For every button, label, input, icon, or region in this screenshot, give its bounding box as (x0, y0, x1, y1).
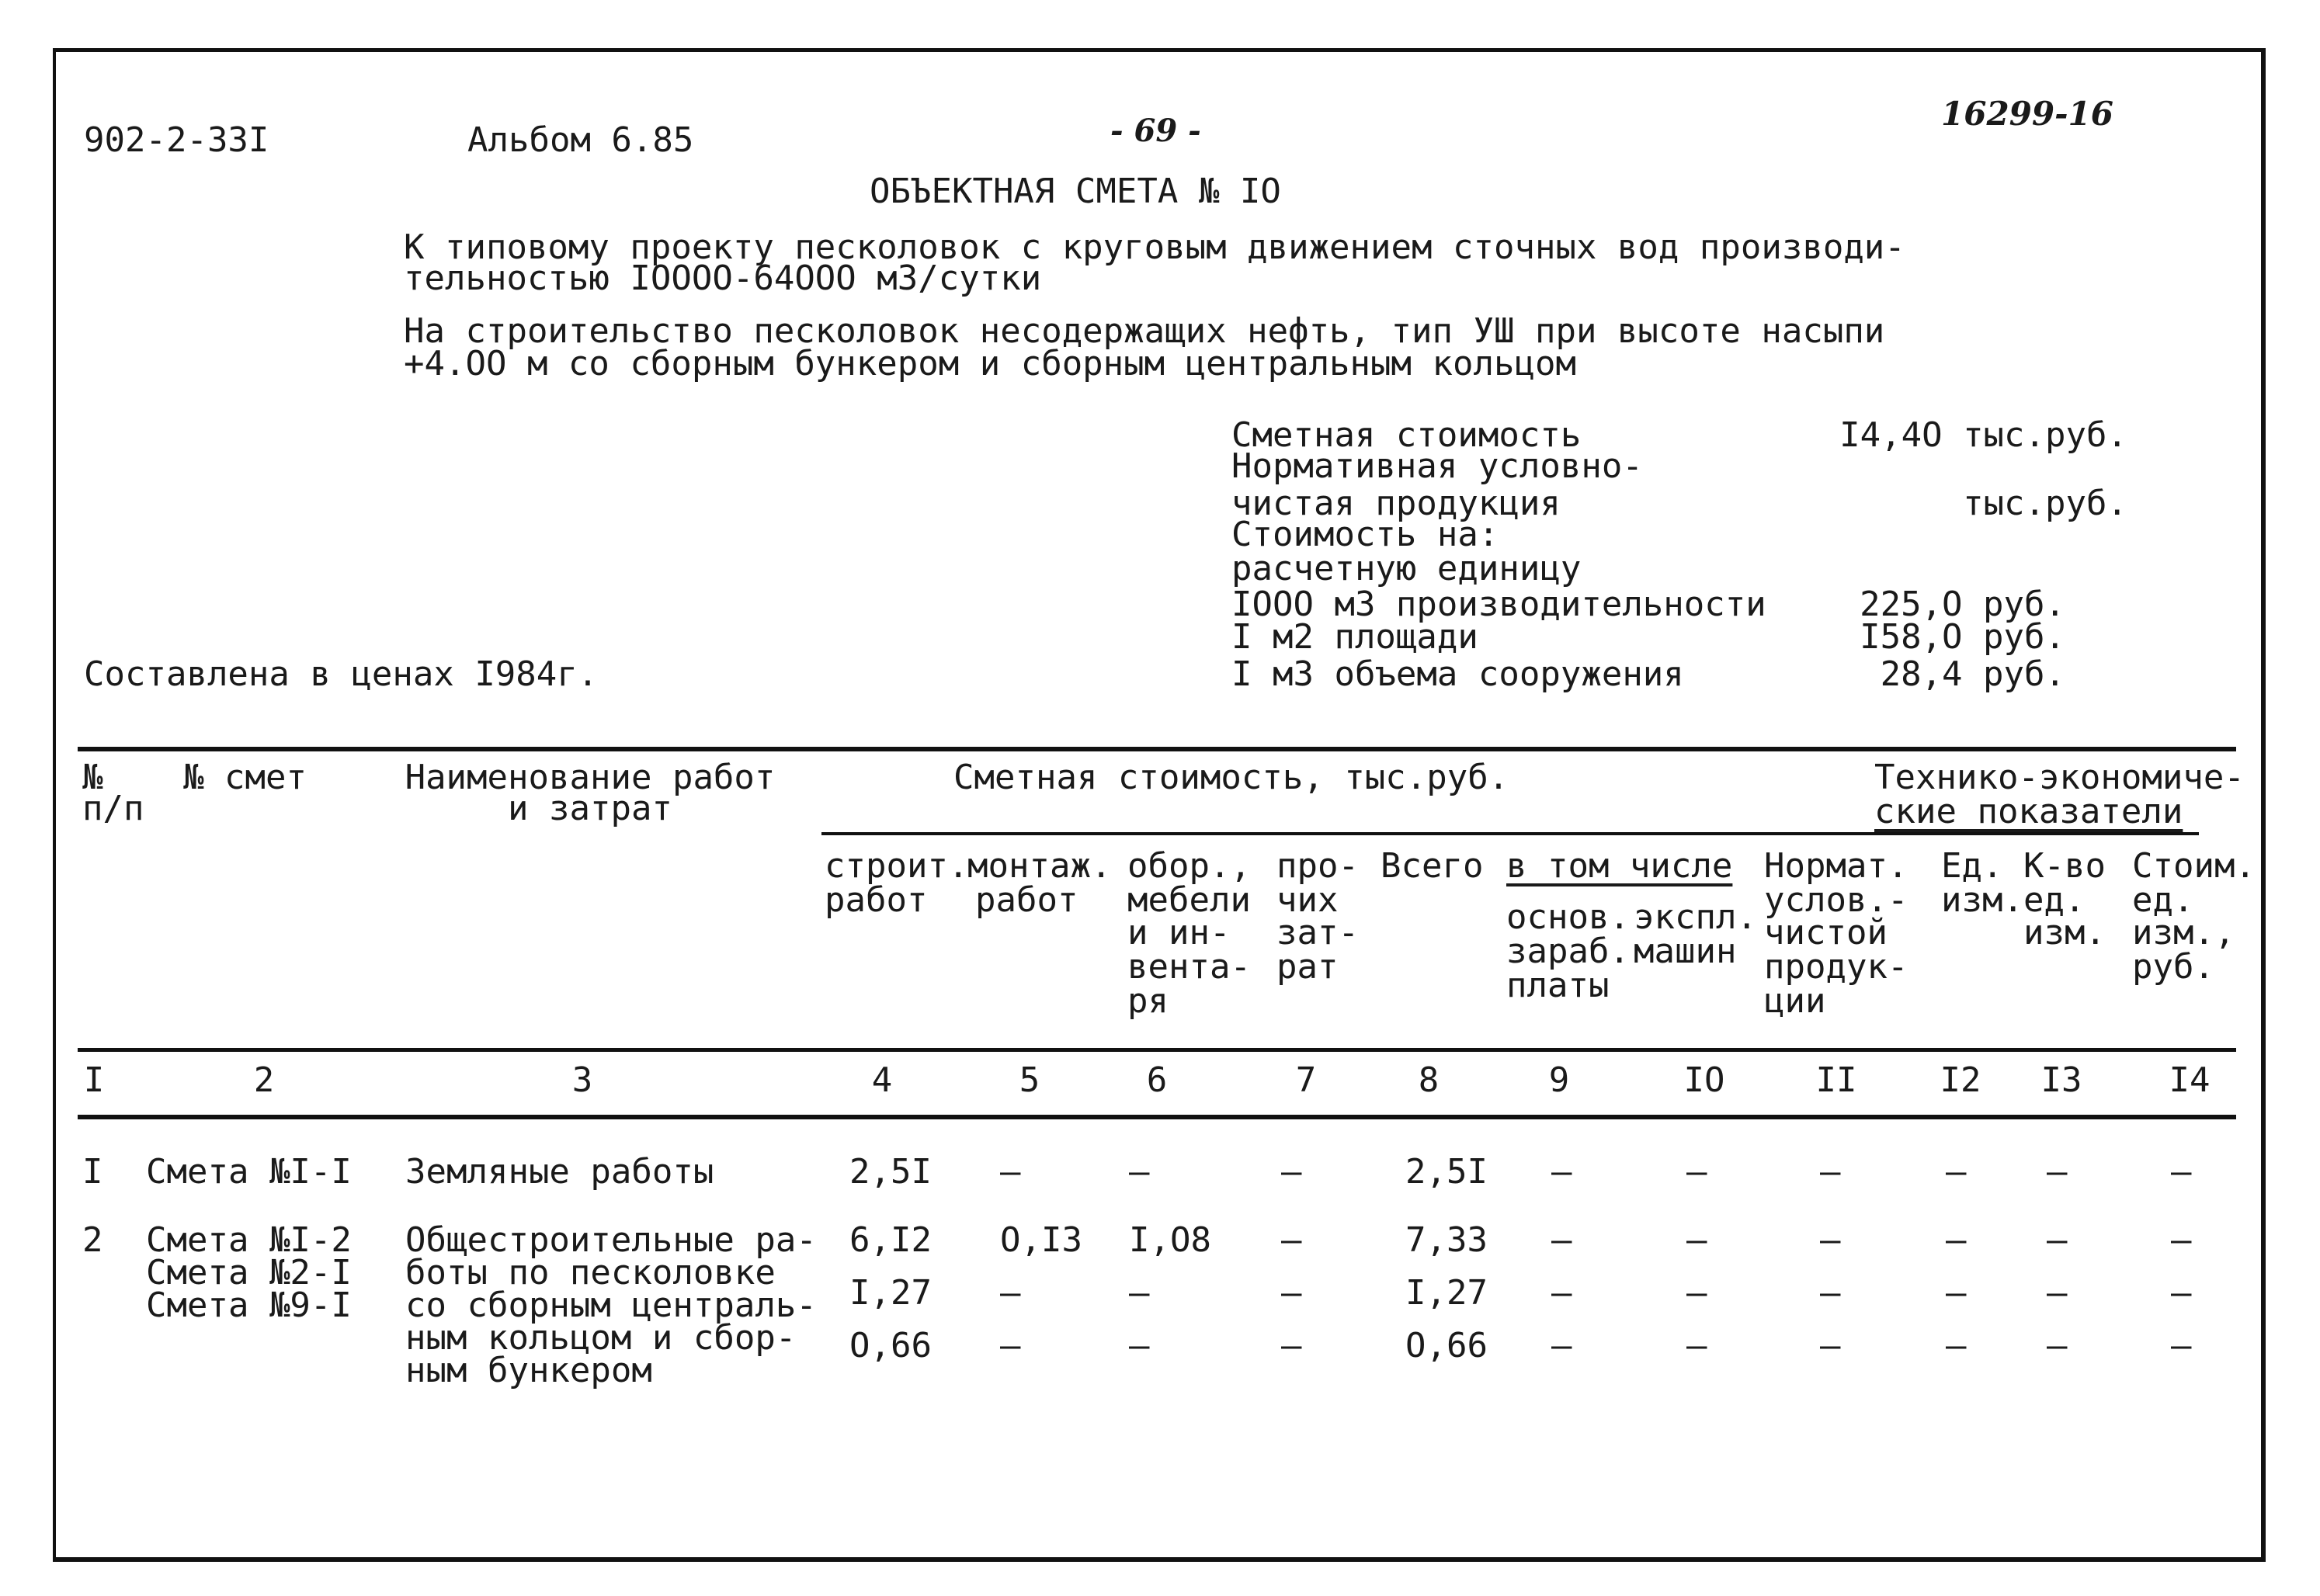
summary-line: расчетную единицу (1231, 549, 1582, 588)
value-col8: О,66 (1405, 1326, 1488, 1365)
value-col9: – (1551, 1220, 1572, 1260)
header-col5: монтаж. (967, 846, 1112, 886)
project-code: 902-2-33I (84, 120, 269, 160)
value-col13: – (2047, 1220, 2068, 1260)
value-col6: – (1129, 1273, 1150, 1313)
header-col6: обор., (1127, 846, 1251, 886)
value-col10: – (1686, 1220, 1707, 1260)
header-col7: рат (1276, 947, 1339, 987)
value-col7: – (1281, 1273, 1302, 1313)
value-col4: О,66 (849, 1326, 932, 1365)
header-col8: Всего (1381, 846, 1484, 886)
header-cost-group: Сметная стоимость, тыс.руб. (953, 758, 1509, 797)
document-number: 16299-16 (1941, 95, 2113, 133)
header-col6: мебели (1127, 880, 1251, 920)
row-num: 2 (82, 1220, 103, 1260)
header-tech-group: ские показатели (1874, 792, 2183, 831)
value-col12: – (1946, 1273, 1967, 1313)
row-num: I (82, 1152, 103, 1192)
row-smeta: Смета №2-I (146, 1253, 352, 1292)
value-col5: О,I3 (1000, 1220, 1082, 1260)
header-col4: строит. (825, 846, 969, 886)
summary-line: Стоимость на: (1231, 515, 1499, 554)
column-number: 5 (1019, 1060, 1040, 1100)
cost-group-rule (821, 832, 2199, 835)
header-col7: про- (1276, 846, 1359, 886)
value-col10: – (1686, 1152, 1707, 1192)
row-name: ным кольцом и сбор- (405, 1318, 797, 1358)
summary-line: I м2 площади (1231, 617, 1478, 657)
header-col7: чих (1276, 880, 1339, 920)
column-numbers-rule (78, 1115, 2236, 1119)
value-col8: I,27 (1405, 1273, 1488, 1313)
header-name: Наименование работ (405, 758, 776, 797)
value-col10: – (1686, 1273, 1707, 1313)
value-col9: – (1551, 1326, 1572, 1365)
column-number: I3 (2040, 1060, 2082, 1100)
album-label: Альбом 6.85 (467, 120, 694, 160)
column-number: 2 (253, 1060, 275, 1100)
summary-value: 28,4 руб. (1880, 654, 2065, 694)
row-smeta: Смета №I-2 (146, 1220, 352, 1260)
value-col8: 7,33 (1405, 1220, 1488, 1260)
header-col9: платы (1506, 966, 1610, 1005)
subtitle-line-1: К типовому проекту песколовок с круговым движением сточных вод производи- (404, 227, 1905, 267)
header-tech-group: Технико-экономиче- (1874, 758, 2245, 797)
header-smeta: № смет (183, 758, 307, 797)
value-col11: – (1820, 1152, 1841, 1192)
summary-line: IООО м3 производительности (1231, 585, 1766, 624)
header-col10: экспл. (1634, 897, 1757, 937)
value-col7: – (1281, 1220, 1302, 1260)
header-col11: чистой (1764, 913, 1888, 952)
value-col4: I,27 (849, 1273, 932, 1313)
header-name: и затрат (508, 789, 672, 828)
value-col13: – (2047, 1326, 2068, 1365)
header-col14: Стоим. (2132, 846, 2256, 886)
header-col10: машин (1634, 932, 1737, 971)
subtitle-line-2: тельностью IОООО-64ООО м3/сутки (404, 258, 1042, 298)
header-col11: услов.- (1764, 880, 1908, 920)
value-col4: 2,5I (849, 1152, 932, 1192)
prices-note: Составлена в ценах I984г. (84, 654, 599, 694)
value-col6: – (1129, 1152, 1150, 1192)
column-number: 4 (871, 1060, 893, 1100)
header-col13: ед. (2023, 880, 2086, 920)
row-name: боты по песколовке (405, 1253, 776, 1292)
value-col10: – (1686, 1326, 1707, 1365)
value-col5: – (1000, 1273, 1021, 1313)
value-col11: – (1820, 1326, 1841, 1365)
construction-line-2: +4.ОО м со сборным бункером и сборным центральным кольцом (404, 344, 1576, 383)
header-col12: Ед. (1941, 846, 2003, 886)
document-title: ОБЪЕКТНАЯ СМЕТА № IО (870, 172, 1281, 211)
value-col14: – (2171, 1152, 2192, 1192)
table-top-rule (78, 747, 2236, 751)
header-col6: и ин- (1127, 913, 1231, 952)
column-number: 8 (1418, 1060, 1440, 1100)
value-col11: – (1820, 1220, 1841, 1260)
header-num: № (82, 758, 103, 797)
header-num: п/п (82, 789, 144, 828)
column-number: 9 (1548, 1060, 1570, 1100)
value-col5: – (1000, 1326, 1021, 1365)
header-col5: работ (975, 880, 1078, 920)
column-number: 6 (1146, 1060, 1168, 1100)
summary-value: I4,4О тыс.руб. (1839, 415, 2127, 455)
value-col9: – (1551, 1152, 1572, 1192)
row-smeta: Смета №9-I (146, 1285, 352, 1325)
header-col4: работ (825, 880, 928, 920)
row-name: Земляные работы (405, 1152, 714, 1192)
summary-line: Сметная стоимость (1231, 415, 1582, 455)
value-col12: – (1946, 1220, 1967, 1260)
value-col12: – (1946, 1326, 1967, 1365)
column-number: 3 (571, 1060, 593, 1100)
summary-line: чистая продукция (1231, 484, 1561, 523)
value-col6: – (1129, 1326, 1150, 1365)
value-col5: – (1000, 1152, 1021, 1192)
summary-line: I м3 объема сооружения (1231, 654, 1684, 694)
column-number: I (83, 1060, 105, 1100)
header-bottom-rule (78, 1048, 2236, 1052)
value-col4: 6,I2 (849, 1220, 932, 1260)
summary-value: I58,О руб. (1860, 617, 2065, 657)
value-col9: – (1551, 1273, 1572, 1313)
value-col12: – (1946, 1152, 1967, 1192)
column-number: I2 (1940, 1060, 1981, 1100)
value-col8: 2,5I (1405, 1152, 1488, 1192)
row-name: со сборным централь- (405, 1285, 817, 1325)
header-col13: К-во (2023, 846, 2106, 886)
row-name: Общестроительные ра- (405, 1220, 817, 1260)
summary-line: Нормативная условно- (1231, 446, 1643, 486)
column-number: IО (1683, 1060, 1725, 1100)
page-number: - 69 - (1110, 113, 1201, 149)
value-col11: – (1820, 1273, 1841, 1313)
column-number: 7 (1295, 1060, 1317, 1100)
value-col13: – (2047, 1152, 2068, 1192)
header-col13: изм. (2023, 913, 2106, 952)
value-col14: – (2171, 1326, 2192, 1365)
header-col6: вента- (1127, 947, 1251, 987)
header-col7: зат- (1276, 913, 1359, 952)
column-number: II (1815, 1060, 1857, 1100)
header-col9: зараб. (1506, 932, 1630, 971)
summary-value: тыс.руб. (1963, 484, 2127, 523)
header-col9: основ. (1506, 897, 1630, 937)
header-col11: ции (1764, 981, 1826, 1021)
row-name: ным бункером (405, 1351, 652, 1390)
header-including: в том числе (1506, 846, 1733, 886)
value-col7: – (1281, 1326, 1302, 1365)
header-col14: руб. (2132, 947, 2214, 987)
header-col12: изм. (1941, 880, 2023, 920)
header-col14: изм., (2132, 913, 2235, 952)
value-col14: – (2171, 1220, 2192, 1260)
header-col14: ед. (2132, 880, 2194, 920)
summary-value: 225,О руб. (1860, 585, 2065, 624)
value-col6: I,О8 (1129, 1220, 1211, 1260)
value-col14: – (2171, 1273, 2192, 1313)
row-smeta: Смета №I-I (146, 1152, 352, 1192)
header-col11: продук- (1764, 947, 1908, 987)
value-col7: – (1281, 1152, 1302, 1192)
value-col13: – (2047, 1273, 2068, 1313)
construction-line-1: На строительство песколовок несодержащих нефть, тип УШ при высоте насыпи (404, 311, 1885, 351)
header-col11: Нормат. (1764, 846, 1908, 886)
column-number: I4 (2169, 1060, 2211, 1100)
header-col6: ря (1127, 981, 1169, 1021)
